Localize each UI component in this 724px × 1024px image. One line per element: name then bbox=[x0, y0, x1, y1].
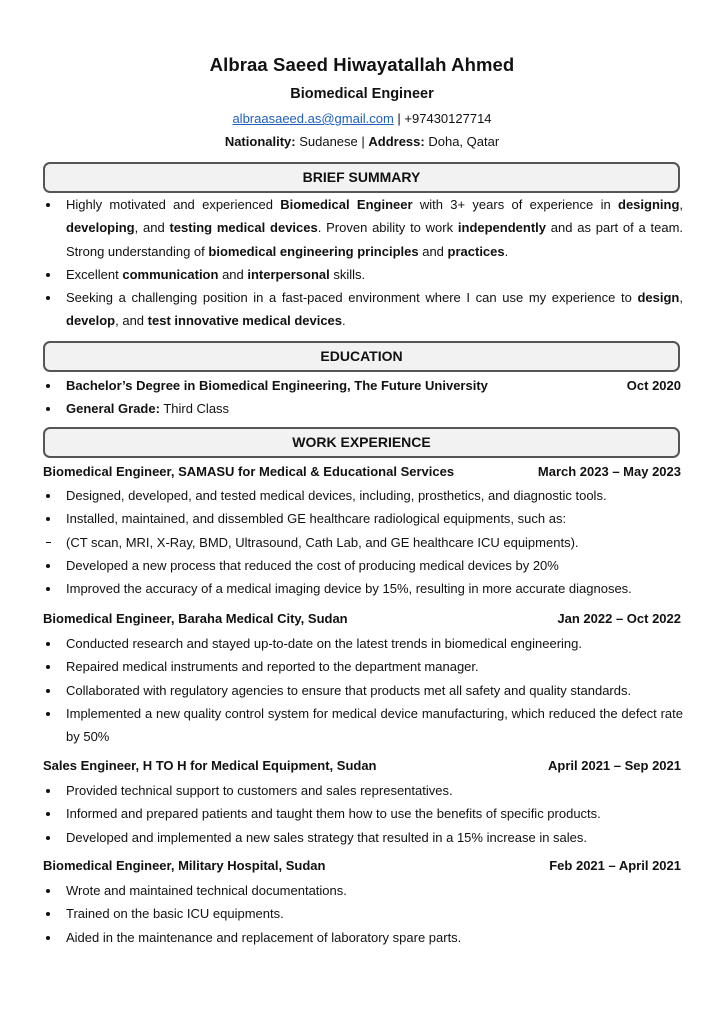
job-duties-list bbox=[43, 879, 683, 949]
job-title-company: Biomedical Engineer, Baraha Medical City, Sudan bbox=[43, 611, 348, 626]
summary-bullet bbox=[43, 193, 683, 263]
duty-bullet: Developed a new process that reduced the cost of producing medical devices by 20% bbox=[43, 554, 683, 577]
emphasis-text: practices bbox=[447, 243, 505, 259]
emphasis-text: develop bbox=[66, 313, 116, 329]
contact-line bbox=[0, 111, 724, 126]
address-label: Address: bbox=[368, 134, 425, 149]
emphasis-text: test innovative medical devices bbox=[147, 313, 343, 329]
body-text: and as part of a team. Strong understanding of bbox=[66, 220, 684, 259]
duty-bullet: Developed and implemented a new sales strategy that resulted in a 15% increase in sales. bbox=[43, 826, 683, 849]
nationality-value: Sudanese | bbox=[295, 134, 369, 149]
job-title-company: Biomedical Engineer, SAMASU for Medical & Educational Services bbox=[43, 464, 455, 479]
duty-bullet: Informed and prepared patients and taught them how to use the benefits of specific products. bbox=[43, 802, 683, 825]
job-dates: Feb 2021 – April 2021 bbox=[549, 858, 681, 873]
address-value: Doha, Qatar bbox=[424, 134, 500, 149]
job-dates: Jan 2022 – Oct 2022 bbox=[557, 611, 681, 626]
section-heading-work: WORK EXPERIENCE bbox=[43, 427, 680, 458]
body-text: Seeking a challenging position in a fast-paced environment where I can use my experience to bbox=[66, 290, 638, 306]
emphasis-text: independently bbox=[457, 220, 547, 236]
body-text: and bbox=[218, 266, 248, 282]
personal-info-line bbox=[0, 134, 724, 149]
grade-label: General Grade: bbox=[66, 401, 160, 416]
job-header bbox=[43, 756, 681, 776]
job-title-company: Biomedical Engineer, Military Hospital, Sudan bbox=[43, 858, 326, 873]
nationality-label: Nationality: bbox=[224, 134, 296, 149]
education-degree-row bbox=[43, 374, 681, 397]
emphasis-text: interpersonal bbox=[247, 266, 330, 282]
emphasis-text: testing medical devices bbox=[169, 220, 318, 236]
duty-bullet: Implemented a new quality control system for medical device manufacturing, which reduced the defect rate by 50% bbox=[43, 702, 683, 749]
section-heading-education: EDUCATION bbox=[43, 341, 680, 372]
duty-bullet: (CT scan, MRI, X-Ray, BMD, Ultrasound, Cath Lab, and GE healthcare ICU equipments). bbox=[43, 531, 683, 554]
job-duties-list bbox=[43, 484, 683, 600]
job-header bbox=[43, 856, 681, 876]
contact-separator: | bbox=[393, 111, 405, 126]
body-text: Excellent bbox=[66, 266, 123, 282]
job-dates: March 2023 – May 2023 bbox=[537, 464, 681, 479]
job-title: Biomedical Engineer bbox=[290, 86, 434, 102]
duty-bullet: Collaborated with regulatory agencies to ensure that products met all safety and quality standards. bbox=[43, 679, 683, 702]
emphasis-text: communication bbox=[122, 266, 219, 282]
section-heading-summary: BRIEF SUMMARY bbox=[43, 162, 680, 193]
candidate-name: Albraa Saeed Hiwayatallah Ahmed bbox=[209, 54, 515, 75]
duty-bullet: Aided in the maintenance and replacement of laboratory spare parts. bbox=[43, 926, 683, 949]
duty-bullet: Provided technical support to customers and sales representatives. bbox=[43, 779, 683, 802]
degree-name: Bachelor’s Degree in Biomedical Engineering, The Future University bbox=[66, 378, 488, 393]
body-text: , and bbox=[134, 220, 170, 236]
body-text: Highly motivated and experienced bbox=[66, 197, 281, 212]
emphasis-text: design bbox=[637, 290, 680, 306]
duty-bullet: Wrote and maintained technical documentations. bbox=[43, 879, 683, 902]
phone-number: +97430127714 bbox=[404, 111, 492, 126]
job-header bbox=[43, 462, 681, 482]
job-duties-list bbox=[43, 632, 683, 748]
duty-bullet: Conducted research and stayed up-to-date on the latest trends in biomedical engineering. bbox=[43, 632, 683, 655]
duty-bullet: Trained on the basic ICU equipments. bbox=[43, 902, 683, 925]
duty-bullet: Designed, developed, and tested medical devices, including, prosthetics, and diagnostic tools. bbox=[43, 484, 683, 507]
emphasis-text: Biomedical Engineer bbox=[280, 197, 413, 212]
summary-bullet bbox=[43, 286, 683, 333]
emphasis-text: designing bbox=[618, 197, 680, 212]
body-text: , and bbox=[115, 313, 148, 329]
emphasis-text: developing bbox=[66, 220, 135, 236]
duty-bullet: Repaired medical instruments and reported to the department manager. bbox=[43, 655, 683, 678]
body-text: , bbox=[679, 290, 683, 306]
summary-bullet bbox=[43, 263, 683, 286]
body-text: skills. bbox=[329, 266, 366, 282]
body-text: . bbox=[342, 313, 346, 329]
education-grade-row bbox=[43, 397, 681, 420]
duty-bullet: Improved the accuracy of a medical imaging device by 15%, resulting in more accurate diagnoses. bbox=[43, 577, 683, 600]
job-duties-list bbox=[43, 779, 683, 849]
emphasis-text: biomedical engineering principles bbox=[208, 243, 419, 259]
body-text: , bbox=[679, 197, 684, 212]
body-text: and bbox=[418, 243, 448, 259]
email-link[interactable]: albraasaeed.as@gmail.com bbox=[232, 111, 394, 126]
job-title-company: Sales Engineer, H TO H for Medical Equipment, Sudan bbox=[43, 758, 377, 773]
body-text: . bbox=[504, 243, 509, 259]
job-header bbox=[43, 609, 681, 629]
grade-value: Third Class bbox=[159, 401, 230, 416]
summary-list bbox=[43, 193, 683, 333]
duty-bullet: Installed, maintained, and dissembled GE healthcare radiological equipments, such as: bbox=[43, 507, 683, 530]
degree-date: Oct 2020 bbox=[626, 378, 681, 393]
job-dates: April 2021 – Sep 2021 bbox=[548, 758, 681, 773]
body-text: with 3+ years of experience in bbox=[412, 197, 618, 212]
body-text: . Proven ability to work bbox=[317, 220, 458, 236]
